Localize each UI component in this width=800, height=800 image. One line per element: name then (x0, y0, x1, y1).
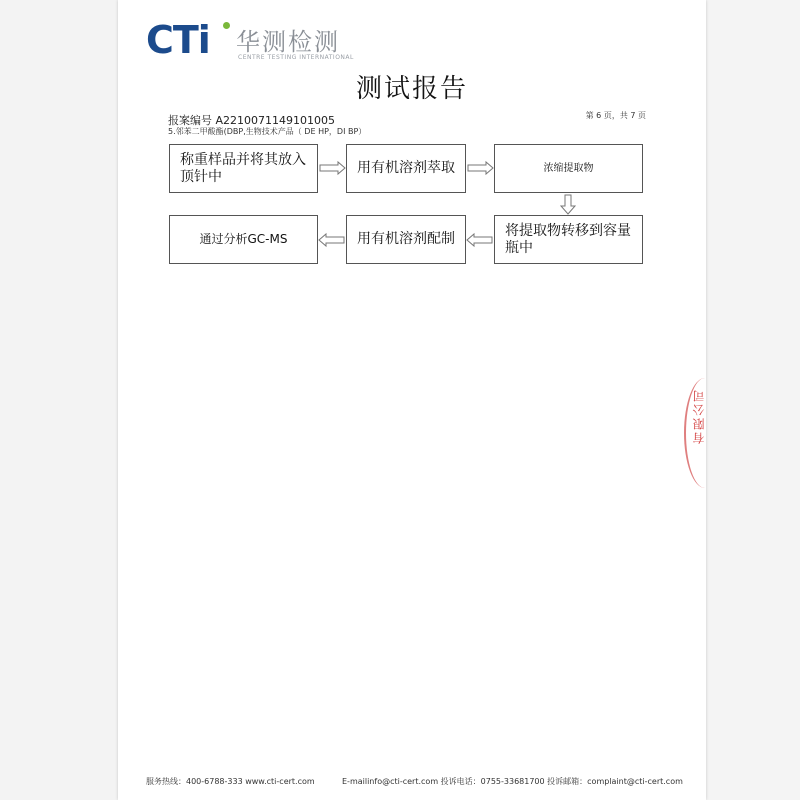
flow-step-extract: 用有机溶剂萃取 (346, 144, 466, 193)
logo-english-name: CENTRE TESTING INTERNATIONAL (238, 54, 354, 61)
logo-cti-text: CTi (146, 18, 210, 62)
footer-hotline: 服务热线：400-6788-333 www.cti-cert.com (146, 777, 315, 786)
flow-step-concentrate: 浓缩提取物 (494, 144, 643, 193)
arrow-down (561, 195, 575, 214)
arrow-right-2 (468, 162, 493, 174)
background-left (0, 0, 118, 800)
section-heading: 5.邻苯二甲酸酯(DBP,生物技术产品（ DE HP，DI BP） (168, 127, 367, 136)
seal-text: 有限公司 (692, 388, 706, 444)
arrow-left-2 (319, 234, 344, 246)
arrow-left-1 (467, 234, 492, 246)
logo-chinese-name: 华测检测 (236, 28, 340, 56)
document-page (118, 0, 706, 800)
page-number: 第 6 页，共 7 页 (585, 111, 646, 120)
flow-step-analyze: 通过分析GC-MS (169, 215, 318, 264)
flow-step-weigh: 称重样品并将其放入顶针中 (169, 144, 318, 193)
flow-step-dilute: 用有机溶剂配制 (346, 215, 466, 264)
flow-arrows (118, 0, 706, 800)
report-number: 报案编号 A2210071149101005 (168, 114, 335, 127)
footer-contact: E-mailinfo@cti-cert.com 投诉电话：0755-33681700 投诉邮箱：complaint@cti-cert.com (342, 777, 683, 786)
arrow-right-1 (320, 162, 345, 174)
company-seal (682, 378, 722, 488)
document-title: 测试报告 (355, 74, 468, 104)
flow-step-transfer: 将提取物转移到容量瓶中 (494, 215, 643, 264)
